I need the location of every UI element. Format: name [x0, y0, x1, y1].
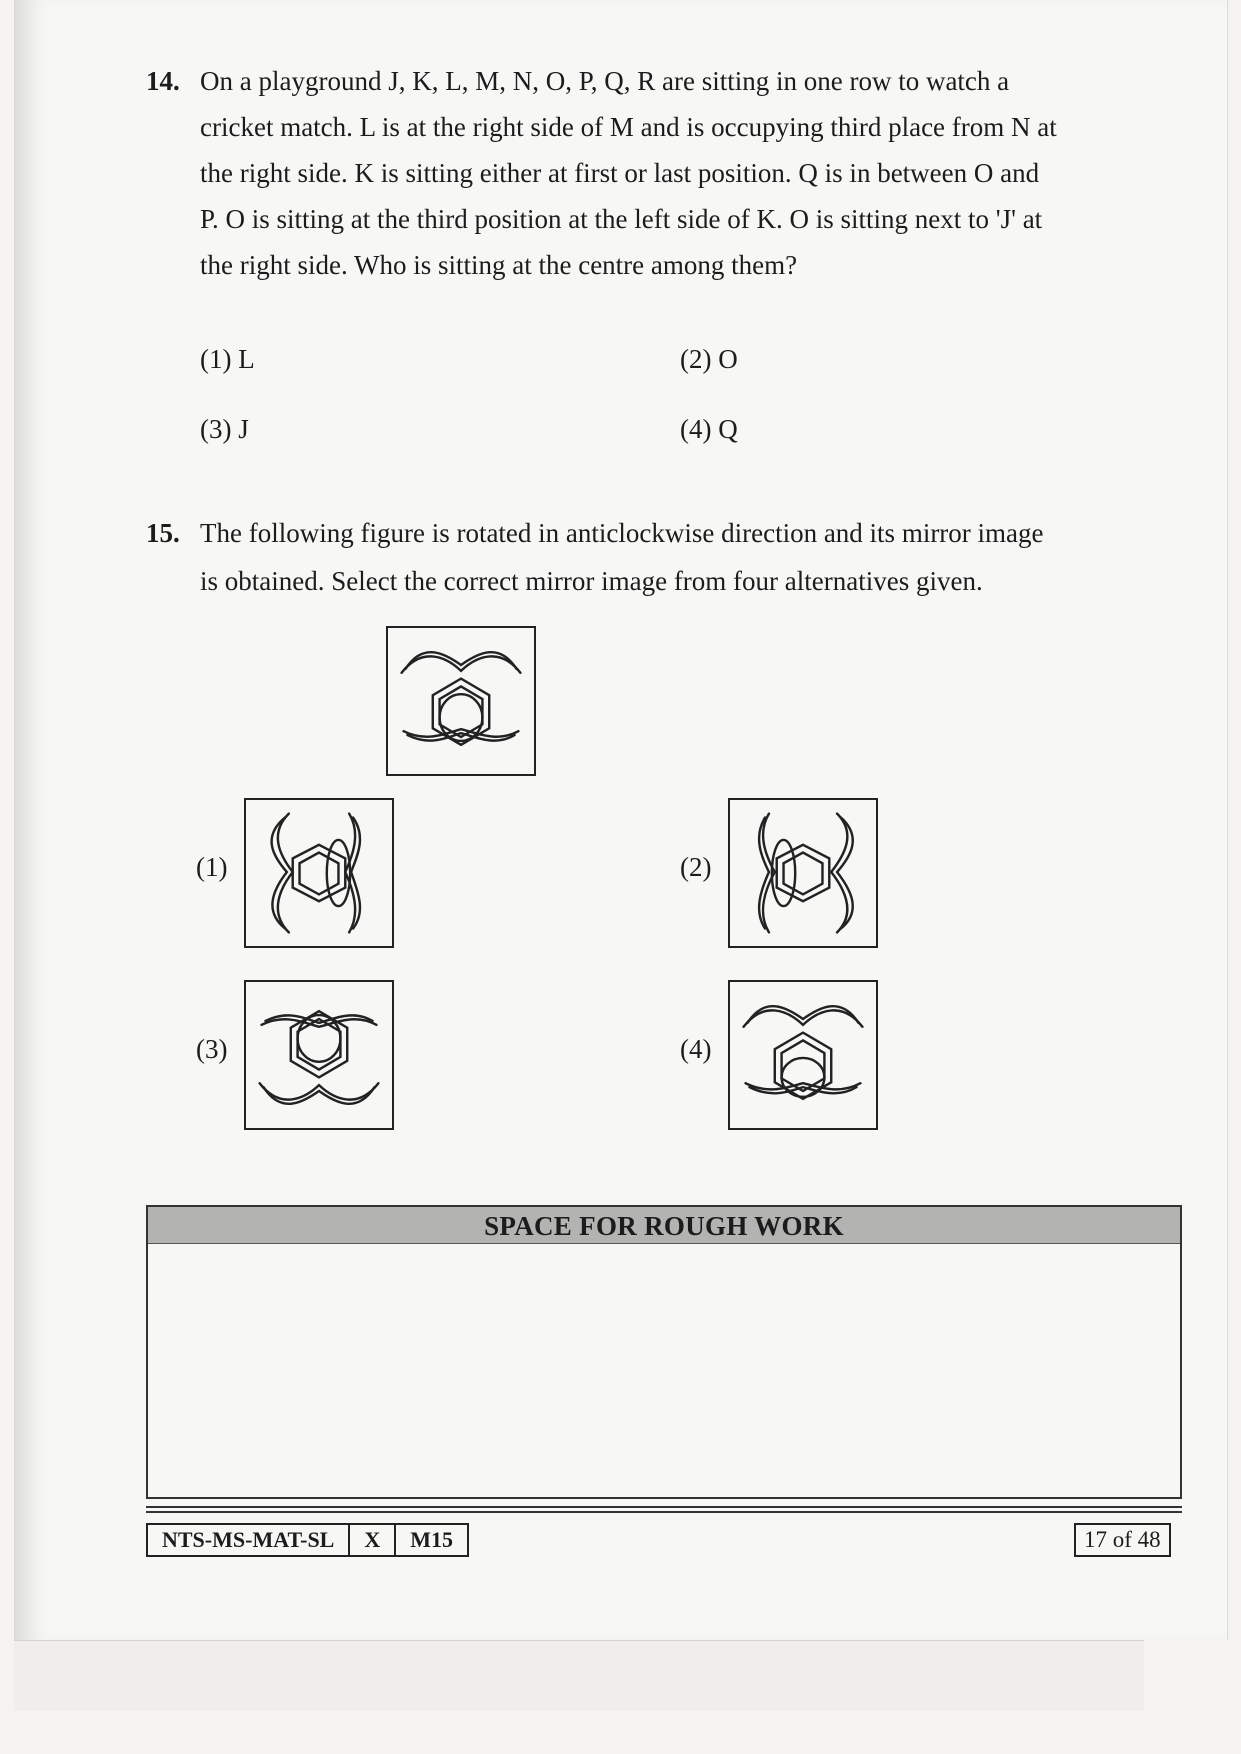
- question-line: The following figure is rotated in anticlockwise direction and its mirror image: [200, 518, 1044, 548]
- question-line: cricket match. L is at the right side of M and is occupying third place from N at: [200, 112, 1057, 142]
- page-number: 17 of 48: [1074, 1523, 1171, 1557]
- figure-option-4-label: (4): [680, 1034, 712, 1064]
- question-number: 14.: [146, 66, 180, 96]
- question-number: 15.: [146, 518, 180, 548]
- option-4[interactable]: (4) Q: [680, 414, 738, 444]
- rough-work-area[interactable]: [146, 1205, 1182, 1499]
- page-fold: [14, 1640, 1144, 1711]
- paper-code: NTS-MS-MAT-SL: [148, 1525, 350, 1555]
- figure-option-1-drawing: [246, 800, 392, 946]
- question-line: is obtained. Select the correct mirror image from four alternatives given.: [200, 566, 983, 596]
- question-figure: [386, 626, 536, 776]
- paper-set: X: [350, 1525, 396, 1555]
- figure-option-4-drawing: [730, 982, 876, 1128]
- figure-option-2-drawing: [730, 800, 876, 946]
- figure-option-3-drawing: [246, 982, 392, 1128]
- figure-option-2-label: (2): [680, 852, 712, 882]
- paper-version: M15: [410, 1527, 454, 1552]
- figure-option-4[interactable]: [728, 980, 878, 1130]
- figure-option-2[interactable]: [728, 798, 878, 948]
- figure-option-1[interactable]: [244, 798, 394, 948]
- option-2[interactable]: (2) O: [680, 344, 738, 374]
- question-line: P. O is sitting at the third position at the left side of K. O is sitting next to 'J' at: [200, 204, 1043, 234]
- question-line: the right side. K is sitting either at first or last position. Q is in between O and: [200, 158, 1040, 188]
- figure-option-3[interactable]: [244, 980, 394, 1130]
- figure-option-1-label: (1): [196, 852, 228, 882]
- question-line: the right side. Who is sitting at the centre among them?: [200, 250, 798, 280]
- figure-option-3-label: (3): [196, 1034, 228, 1064]
- option-3[interactable]: (3) J: [200, 414, 249, 444]
- question-figure-drawing: [388, 628, 534, 774]
- question-line: On a playground J, K, L, M, N, O, P, Q, R are sitting in one row to watch a: [200, 66, 1010, 96]
- rough-work-title: SPACE FOR ROUGH WORK: [148, 1207, 1180, 1244]
- option-1[interactable]: (1) L: [200, 344, 255, 374]
- paper-code-box: [146, 1523, 469, 1557]
- footer-rule-top: [146, 1506, 1182, 1508]
- footer-rule-bottom: [146, 1511, 1182, 1513]
